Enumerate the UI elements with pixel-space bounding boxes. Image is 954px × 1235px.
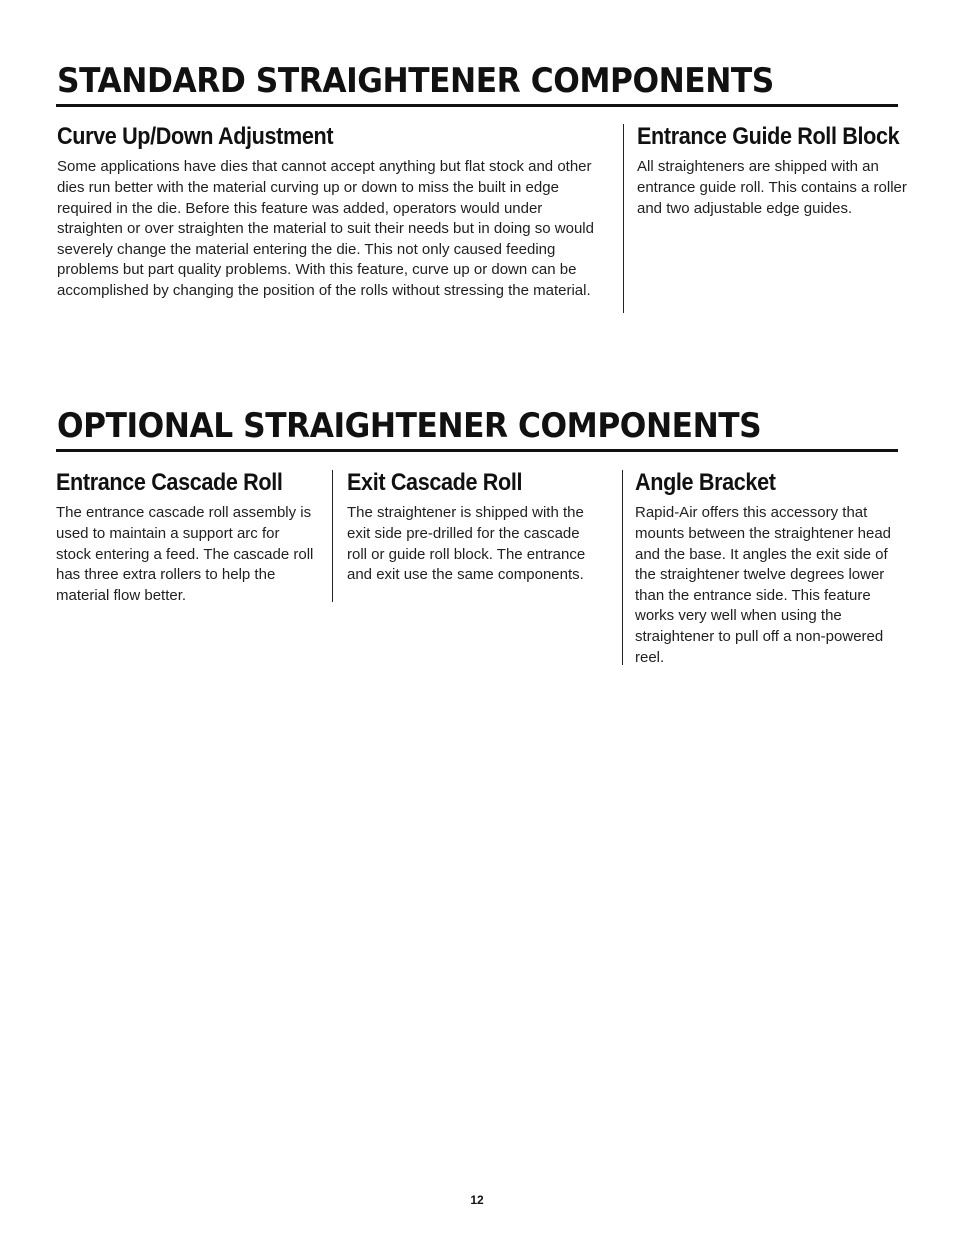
curve-adjustment-text: Some applications have dies that cannot accept anything but flat stock and other dies run better with the material curving up or down to miss the built in edge required in the die. Before this feature was added, operators would under straighten or over straighten the material to suit their needs but in doing so would severely change the material entering the die. This not only caused feeding problems but part quality problems. With this feature, curve up or down can be accomplished by changing the position of the rolls without stressing the material. — [57, 158, 594, 299]
entrance-cascade-roll-block — [56, 470, 316, 606]
curve-adjustment-block — [57, 124, 612, 302]
exit-cascade-roll-block — [332, 470, 587, 602]
optional-section-divider — [56, 449, 898, 452]
angle-bracket-block — [622, 470, 897, 665]
angle-bracket-text: Rapid-Air offers this accessory that mounts between the straightener head and the base. It angles the exit side of the straightener twelve degrees lower than the entrance side. This feature works very well when using the straightener to pull off a non-powered reel. — [635, 504, 892, 666]
entrance-guide-roll-block — [623, 124, 917, 313]
exit-cascade-roll-text: The straightener is shipped with the exit side pre-drilled for the cascade roll or guide roll block. The entrance and exit use the same components. — [347, 504, 586, 584]
entrance-guide-roll-heading: Entrance Guide Roll Block — [637, 123, 900, 150]
angle-bracket-heading: Angle Bracket — [635, 469, 776, 496]
entrance-cascade-roll-text: The entrance cascade roll assembly is used to maintain a support arc for stock entering a feed. The cascade roll has three extra rollers to help the material flow better. — [56, 504, 314, 604]
entrance-cascade-roll-heading: Entrance Cascade Roll — [56, 469, 283, 496]
curve-adjustment-heading: Curve Up/Down Adjustment — [57, 123, 334, 150]
standard-section-divider — [56, 104, 898, 107]
exit-cascade-roll-heading: Exit Cascade Roll — [347, 469, 523, 496]
optional-section-title: OPTIONAL STRAIGHTENER COMPONENTS — [57, 406, 762, 446]
page-number: 12 — [470, 1193, 484, 1207]
standard-section-title: STANDARD STRAIGHTENER COMPONENTS — [57, 61, 774, 101]
entrance-guide-roll-text: All straighteners are shipped with an entrance guide roll. This contains a roller and two adjustable edge guides. — [637, 158, 907, 217]
